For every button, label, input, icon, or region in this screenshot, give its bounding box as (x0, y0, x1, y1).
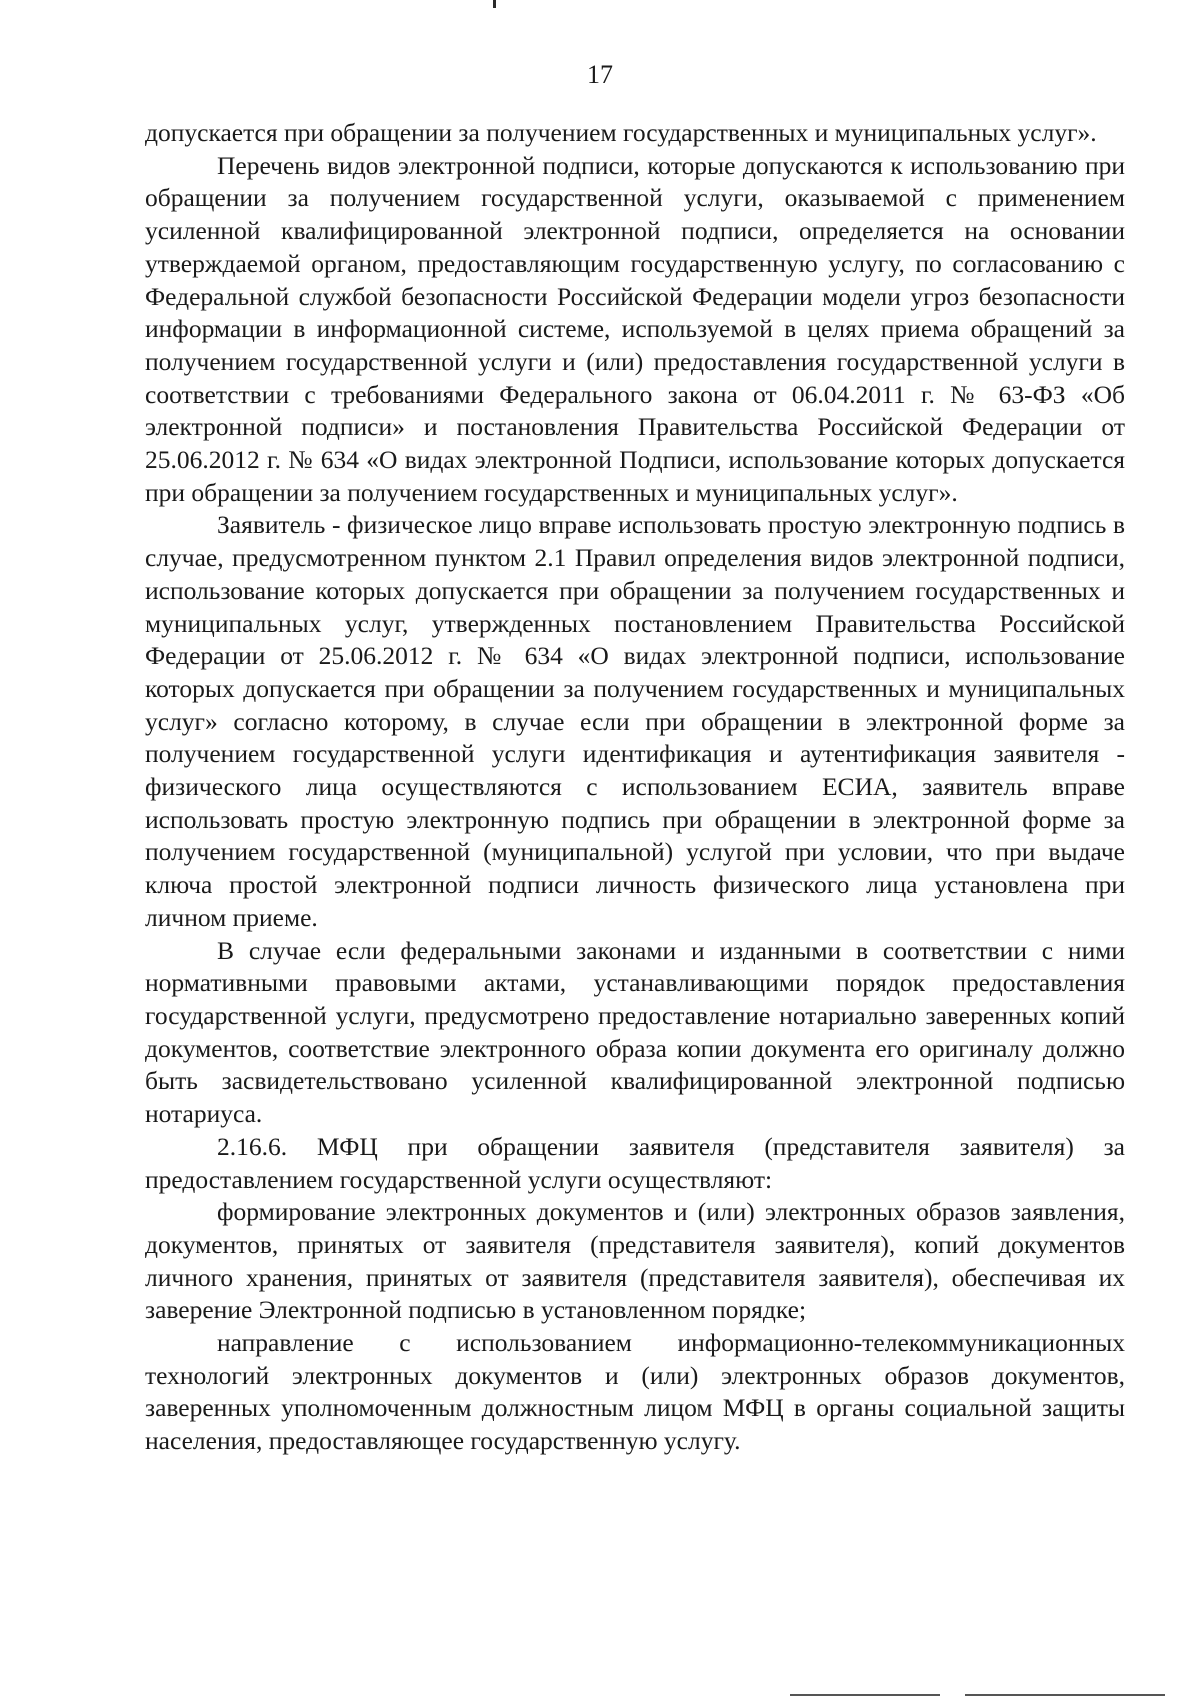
paragraph-simple-signature: Заявитель - физическое лицо вправе использовать простую электронную подпись в случае, предусмотренном пунктом 2.1 Правил определения видов электронной подписи, использование которых допускается при обращении за получением государственных и муниципальных услуг, утвержденных постановлением Правительства Российской Федерации от 25.06.2012 г. № 634 «О видах электронной подписи, использование которых допускается при обращении за получением государственных и муниципальных услуг» согласно которому, в случае если при обращении в электронной форме за получением государственной услуги идентификация и аутентификация заявителя - физического лица осуществляются с использованием ЕСИА, заявитель вправе использовать простую электронную подпись при обращении в электронной форме за получением государственной (муниципальной) услугой при условии, что при выдаче ключа простой электронной подписи личность физического лица установлена при личном приеме. (145, 510, 1125, 932)
paragraph-mfc-sending: направление с использованием информационно-телекоммуникационных технологий электронных документов и (или) электронных образов документов, заверенных уполномоченным должностным лицом МФЦ в органы социальной защиты населения, предоставляющее государственную услугу. (145, 1328, 1125, 1456)
paragraph-mfc-forming: формирование электронных документов и (или) электронных образов заявления, документов, принятых от заявителя (представителя заявителя), копий документов личного хранения, принятых от заявителя (представителя заявителя), обеспечивая их заверение Электронной подписью в установленном порядке; (145, 1197, 1125, 1325)
paragraph-signature-types: Перечень видов электронной подписи, которые допускаются к использованию при обращении за получением государственной услуги, оказываемой с применением усиленной квалифицированной электронной подписи, определяется на основании утверждаемой органом, предоставляющим государственную услугу, по согласованию с Федеральной службой безопасности Российской Федерации модели угроз безопасности информации в информационной системе, используемой в целях приема обращений за получением государственной услуги и (или) предоставления государственной услуги в соответствии с требованиями Федерального закона от 06.04.2011 г. № 63-ФЗ «Об электронной подписи» и постановления Правительства Российской Федерации от 25.06.2012 г. № 634 «О видах электронной Подписи, использование которых допускается при обращении за получением государственных и муниципальных услуг». (145, 150, 1125, 507)
document-body (145, 117, 1125, 1458)
page-number: 17 (587, 60, 613, 89)
scan-mark (493, 0, 496, 8)
footer-rule-right (965, 1694, 1165, 1696)
footer-rule-left (790, 1694, 940, 1696)
paragraph-continuation: допускается при обращении за получением государственных и муниципальных услуг». (145, 118, 1097, 147)
paragraph-notary-copies: В случае если федеральными законами и изданными в соответствии с ними нормативными правовыми актами, устанавливающими порядок предоставления государственной услуги, предусмотрено предоставление нотариально заверенных копий документов, соответствие электронного образа копии документа его оригиналу должно быть засвидетельствовано усиленной квалифицированной электронной подписью нотариуса. (145, 935, 1125, 1129)
paragraph-mfc-clause: 2.16.6. МФЦ при обращении заявителя (представителя заявителя) за предоставлением государственной услуги осуществляют: (145, 1131, 1125, 1194)
